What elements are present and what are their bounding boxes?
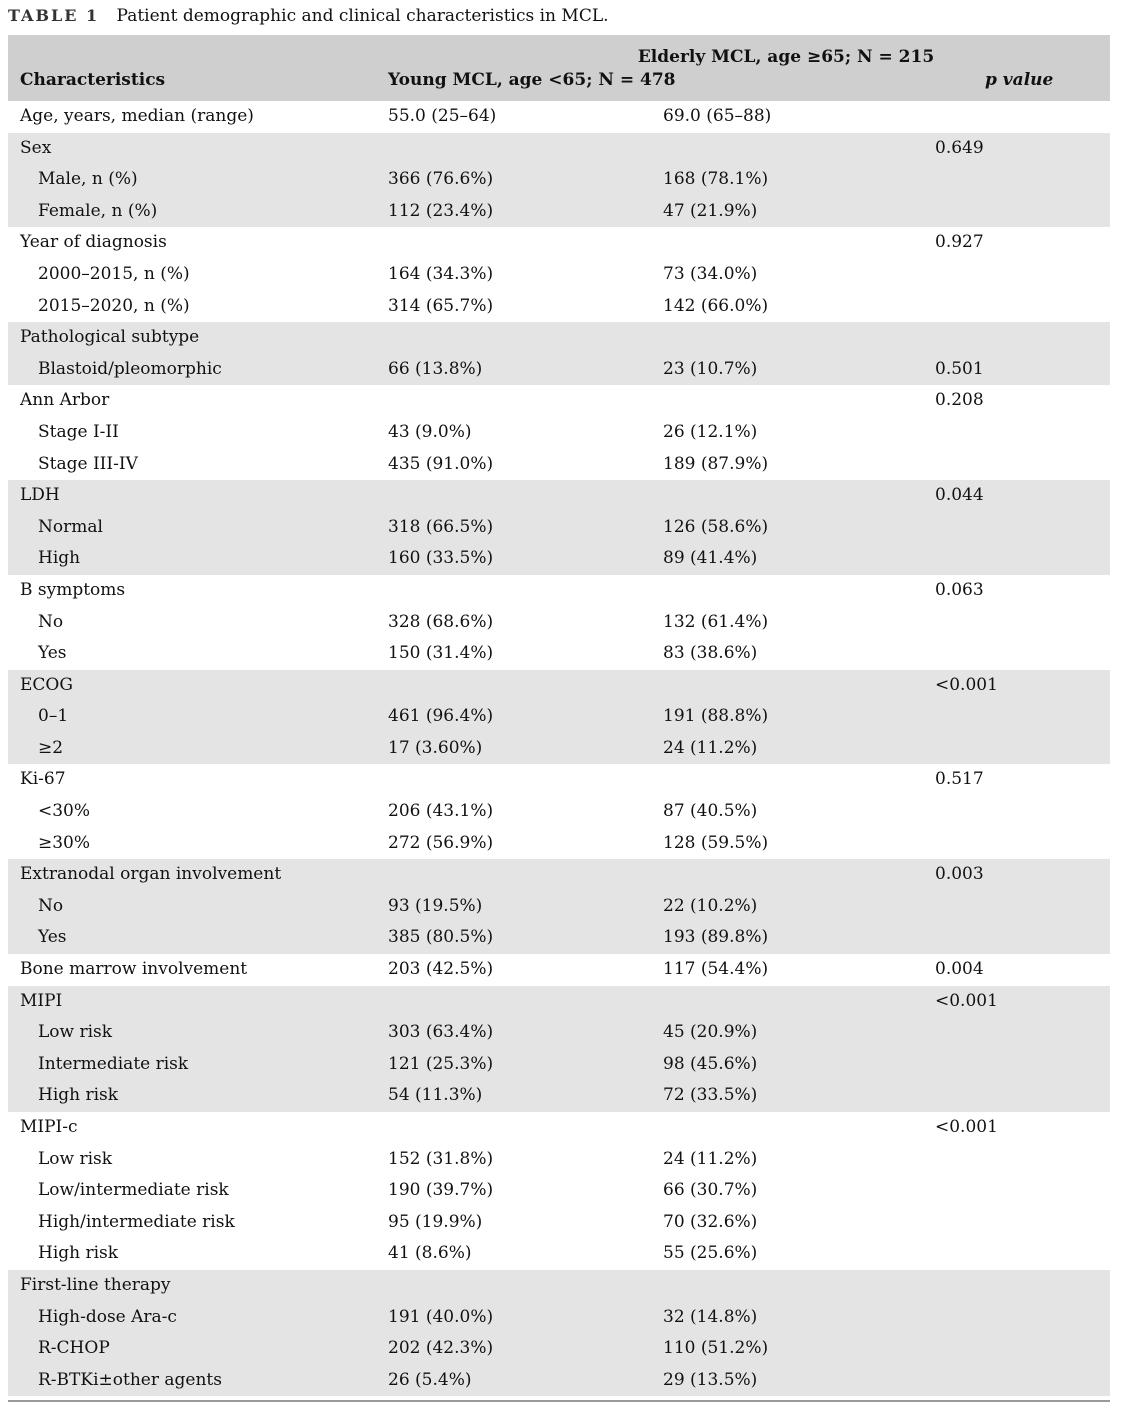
cell-elderly: 45 (20.9%) bbox=[663, 1022, 758, 1043]
row-group bbox=[8, 764, 1110, 859]
table-body bbox=[8, 101, 1110, 1396]
table-row bbox=[8, 922, 1110, 954]
table-row bbox=[8, 164, 1110, 196]
table-row bbox=[8, 638, 1110, 670]
cell-characteristic: Normal bbox=[38, 516, 103, 537]
cell-elderly: 29 (13.5%) bbox=[663, 1369, 758, 1390]
cell-characteristic: Ki-67 bbox=[20, 769, 66, 790]
table-row bbox=[8, 796, 1110, 828]
row-group bbox=[8, 954, 1110, 986]
table-row bbox=[8, 1017, 1110, 1049]
table-row bbox=[8, 575, 1110, 607]
row-group bbox=[8, 986, 1110, 1112]
cell-young: 328 (68.6%) bbox=[388, 611, 494, 632]
cell-characteristic: Low/intermediate risk bbox=[38, 1180, 229, 1201]
cell-young: 43 (9.0%) bbox=[388, 421, 472, 442]
row-group bbox=[8, 227, 1110, 322]
cell-elderly: 55 (25.6%) bbox=[663, 1243, 758, 1264]
cell-p-value: 0.501 bbox=[935, 358, 984, 379]
cell-young: 385 (80.5%) bbox=[388, 927, 494, 948]
cell-p-value: 0.004 bbox=[935, 959, 984, 980]
row-group bbox=[8, 1270, 1110, 1396]
table-bottom-rule bbox=[8, 1400, 1110, 1402]
cell-characteristic: B symptoms bbox=[20, 579, 126, 600]
cell-elderly: 24 (11.2%) bbox=[663, 1148, 758, 1169]
row-group bbox=[8, 385, 1110, 480]
cell-characteristic: 0–1 bbox=[38, 706, 69, 727]
cell-elderly: 110 (51.2%) bbox=[663, 1338, 769, 1359]
table-row bbox=[8, 133, 1110, 165]
cell-elderly: 191 (88.8%) bbox=[663, 706, 769, 727]
cell-young: 54 (11.3%) bbox=[388, 1085, 483, 1106]
cell-p-value: 0.003 bbox=[935, 864, 984, 885]
cell-characteristic: Yes bbox=[38, 927, 67, 948]
cell-young: 164 (34.3%) bbox=[388, 263, 494, 284]
cell-characteristic: 2015–2020, n (%) bbox=[38, 295, 190, 316]
cell-elderly: 87 (40.5%) bbox=[663, 801, 758, 822]
table-header bbox=[8, 35, 1110, 101]
table-row bbox=[8, 227, 1110, 259]
table-row bbox=[8, 196, 1110, 228]
row-group bbox=[8, 101, 1110, 133]
cell-characteristic: MIPI bbox=[20, 990, 63, 1011]
cell-young: 41 (8.6%) bbox=[388, 1243, 472, 1264]
row-group bbox=[8, 1112, 1110, 1270]
row-group bbox=[8, 670, 1110, 765]
cell-elderly: 89 (41.4%) bbox=[663, 548, 758, 569]
cell-young: 26 (5.4%) bbox=[388, 1369, 472, 1390]
cell-elderly: 132 (61.4%) bbox=[663, 611, 769, 632]
cell-characteristic: ≥2 bbox=[38, 737, 64, 758]
cell-p-value: 0.063 bbox=[935, 579, 984, 600]
cell-young: 314 (65.7%) bbox=[388, 295, 494, 316]
table-row bbox=[8, 1175, 1110, 1207]
cell-elderly: 23 (10.7%) bbox=[663, 358, 758, 379]
cell-characteristic: Extranodal organ involvement bbox=[20, 864, 282, 885]
cell-young: 55.0 (25–64) bbox=[388, 106, 497, 126]
cell-characteristic: R-CHOP bbox=[38, 1338, 110, 1359]
cell-elderly: 98 (45.6%) bbox=[663, 1053, 758, 1074]
cell-characteristic: ECOG bbox=[20, 674, 73, 695]
header-elderly-mcl: Elderly MCL, age ≥65; N = 215 bbox=[637, 47, 935, 67]
cell-elderly: 126 (58.6%) bbox=[663, 516, 769, 537]
cell-elderly: 73 (34.0%) bbox=[663, 263, 758, 284]
cell-characteristic: Sex bbox=[20, 137, 52, 158]
cell-elderly: 117 (54.4%) bbox=[663, 959, 769, 980]
cell-elderly: 142 (66.0%) bbox=[663, 295, 769, 316]
cell-elderly: 32 (14.8%) bbox=[663, 1306, 758, 1327]
cell-young: 190 (39.7%) bbox=[388, 1180, 494, 1201]
table-row bbox=[8, 701, 1110, 733]
cell-young: 150 (31.4%) bbox=[388, 643, 494, 664]
cell-characteristic: High risk bbox=[38, 1085, 119, 1106]
cell-young: 461 (96.4%) bbox=[388, 706, 494, 727]
cell-young: 318 (66.5%) bbox=[388, 516, 494, 537]
cell-characteristic: Stage I-II bbox=[38, 421, 119, 442]
cell-elderly: 83 (38.6%) bbox=[663, 643, 758, 664]
cell-characteristic: No bbox=[38, 895, 64, 916]
row-group bbox=[8, 575, 1110, 670]
cell-characteristic: Female, n (%) bbox=[38, 200, 158, 221]
cell-characteristic: No bbox=[38, 611, 64, 632]
cell-characteristic: High-dose Ara-c bbox=[38, 1306, 177, 1327]
cell-young: 66 (13.8%) bbox=[388, 358, 483, 379]
cell-p-value: <0.001 bbox=[935, 1117, 998, 1137]
table-row bbox=[8, 1080, 1110, 1112]
cell-characteristic: <30% bbox=[38, 801, 91, 822]
cell-characteristic: Ann Arbor bbox=[20, 390, 110, 411]
cell-characteristic: Pathological subtype bbox=[20, 327, 200, 348]
cell-characteristic: Blastoid/pleomorphic bbox=[38, 358, 222, 379]
table-row bbox=[8, 891, 1110, 923]
cell-elderly: 69.0 (65–88) bbox=[663, 106, 772, 126]
table-row bbox=[8, 1049, 1110, 1081]
cell-characteristic: LDH bbox=[20, 485, 60, 506]
cell-young: 206 (43.1%) bbox=[388, 801, 494, 822]
cell-characteristic: 2000–2015, n (%) bbox=[38, 263, 190, 284]
table-row bbox=[8, 259, 1110, 291]
table-label: TABLE 1 bbox=[8, 6, 100, 25]
cell-young: 303 (63.4%) bbox=[388, 1022, 494, 1043]
cell-young: 95 (19.9%) bbox=[388, 1211, 483, 1232]
row-group bbox=[8, 322, 1110, 385]
table-row bbox=[8, 670, 1110, 702]
table-row bbox=[8, 1238, 1110, 1270]
cell-characteristic: Low risk bbox=[38, 1022, 113, 1043]
table-row bbox=[8, 449, 1110, 481]
row-group bbox=[8, 859, 1110, 954]
cell-young: 435 (91.0%) bbox=[388, 453, 494, 474]
header-young-mcl: Young MCL, age <65; N = 478 bbox=[388, 70, 676, 90]
cell-characteristic: R-BTKi±other agents bbox=[38, 1369, 222, 1390]
table-row bbox=[8, 322, 1110, 354]
cell-p-value: 0.208 bbox=[935, 390, 984, 411]
table-row bbox=[8, 417, 1110, 449]
cell-elderly: 22 (10.2%) bbox=[663, 895, 758, 916]
table-row bbox=[8, 764, 1110, 796]
cell-young: 202 (42.3%) bbox=[388, 1338, 494, 1359]
cell-young: 160 (33.5%) bbox=[388, 548, 494, 569]
cell-characteristic: Age, years, median (range) bbox=[20, 106, 254, 126]
table-row bbox=[8, 543, 1110, 575]
cell-characteristic: Yes bbox=[38, 643, 67, 664]
table-row bbox=[8, 1112, 1110, 1144]
cell-characteristic: MIPI-c bbox=[20, 1117, 78, 1137]
cell-young: 366 (76.6%) bbox=[388, 169, 494, 190]
cell-elderly: 24 (11.2%) bbox=[663, 737, 758, 758]
table-row bbox=[8, 733, 1110, 765]
cell-characteristic: Male, n (%) bbox=[38, 169, 138, 190]
table-row bbox=[8, 385, 1110, 417]
cell-characteristic: Low risk bbox=[38, 1148, 113, 1169]
cell-elderly: 189 (87.9%) bbox=[663, 453, 769, 474]
cell-p-value: 0.517 bbox=[935, 769, 984, 790]
table-row bbox=[8, 1365, 1110, 1397]
table-row bbox=[8, 480, 1110, 512]
table-row bbox=[8, 954, 1110, 986]
cell-p-value: <0.001 bbox=[935, 990, 998, 1011]
table-row bbox=[8, 1333, 1110, 1365]
cell-elderly: 26 (12.1%) bbox=[663, 421, 758, 442]
cell-elderly: 66 (30.7%) bbox=[663, 1180, 758, 1201]
cell-elderly: 72 (33.5%) bbox=[663, 1085, 758, 1106]
cell-characteristic: High bbox=[38, 548, 81, 569]
cell-characteristic: ≥30% bbox=[38, 832, 91, 853]
table-row bbox=[8, 354, 1110, 386]
cell-characteristic: High risk bbox=[38, 1243, 119, 1264]
cell-p-value: 0.649 bbox=[935, 137, 984, 158]
table-row bbox=[8, 859, 1110, 891]
table-row bbox=[8, 101, 1110, 133]
table-row bbox=[8, 1144, 1110, 1176]
table-caption bbox=[8, 4, 609, 28]
cell-characteristic: High/intermediate risk bbox=[38, 1211, 235, 1232]
cell-elderly: 47 (21.9%) bbox=[663, 200, 758, 221]
table-row bbox=[8, 607, 1110, 639]
cell-young: 152 (31.8%) bbox=[388, 1148, 494, 1169]
cell-p-value: <0.001 bbox=[935, 674, 998, 695]
table-row bbox=[8, 512, 1110, 544]
cell-characteristic: First-line therapy bbox=[20, 1274, 171, 1295]
cell-p-value: 0.044 bbox=[935, 485, 984, 506]
table-row bbox=[8, 1207, 1110, 1239]
row-group bbox=[8, 480, 1110, 575]
row-group bbox=[8, 133, 1110, 228]
table-row bbox=[8, 986, 1110, 1018]
cell-young: 121 (25.3%) bbox=[388, 1053, 494, 1074]
cell-characteristic: Stage III-IV bbox=[38, 453, 138, 474]
cell-young: 272 (56.9%) bbox=[388, 832, 494, 853]
cell-young: 93 (19.5%) bbox=[388, 895, 483, 916]
cell-young: 112 (23.4%) bbox=[388, 200, 494, 221]
table-row bbox=[8, 828, 1110, 860]
table-row bbox=[8, 1302, 1110, 1334]
header-characteristics: Characteristics bbox=[20, 70, 166, 90]
cell-young: 203 (42.5%) bbox=[388, 959, 494, 980]
cell-p-value: 0.927 bbox=[935, 232, 984, 253]
cell-young: 17 (3.60%) bbox=[388, 737, 483, 758]
cell-elderly: 70 (32.6%) bbox=[663, 1211, 758, 1232]
cell-elderly: 168 (78.1%) bbox=[663, 169, 769, 190]
characteristics-table bbox=[8, 35, 1110, 1402]
cell-elderly: 128 (59.5%) bbox=[663, 832, 769, 853]
table-title: Patient demographic and clinical characteristics in MCL. bbox=[116, 6, 609, 26]
cell-young: 191 (40.0%) bbox=[388, 1306, 494, 1327]
cell-elderly: 193 (89.8%) bbox=[663, 927, 769, 948]
cell-characteristic: Year of diagnosis bbox=[20, 232, 167, 253]
cell-characteristic: Bone marrow involvement bbox=[20, 959, 248, 980]
table-row bbox=[8, 1270, 1110, 1302]
header-p-value: p value bbox=[985, 70, 1054, 90]
table-row bbox=[8, 291, 1110, 323]
cell-characteristic: Intermediate risk bbox=[38, 1053, 189, 1074]
